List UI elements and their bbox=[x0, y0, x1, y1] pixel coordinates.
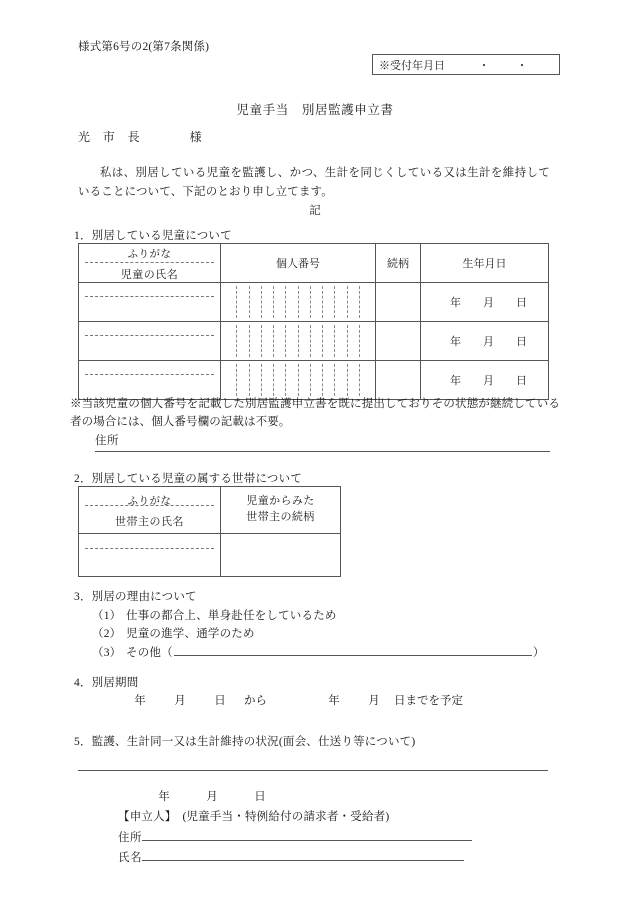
reason-option-3[interactable] bbox=[92, 643, 545, 660]
period-to-month-unit: 月 bbox=[368, 695, 380, 707]
cell-child-name[interactable] bbox=[79, 361, 221, 400]
receipt-date-separators bbox=[465, 57, 559, 73]
form-code: 様式第6号の2(第7条関係) bbox=[78, 41, 210, 53]
cell-birthdate[interactable] bbox=[421, 322, 549, 361]
intro-paragraph: 私は、別居している児童を監護し、かつ、生計を同じくしている又は生計を維持していることについて、下記のとおり申し立てます。 bbox=[78, 167, 550, 198]
birthdate-day-unit: 日 bbox=[516, 297, 527, 309]
children-table bbox=[78, 243, 549, 400]
birthdate-year-unit: 年 bbox=[450, 375, 461, 387]
ki-mark: 記 bbox=[309, 205, 321, 217]
cell-my-number[interactable] bbox=[221, 283, 376, 322]
table-row[interactable] bbox=[79, 534, 341, 577]
my-number-digit-grid bbox=[225, 364, 371, 396]
document-title: 児童手当 別居監護申立書 bbox=[236, 103, 394, 117]
header-cell-householder-name bbox=[79, 487, 221, 534]
child-address-label: 住所 bbox=[95, 435, 119, 447]
receipt-dot-1: ・ bbox=[478, 59, 490, 72]
reason-3-label: その他 bbox=[126, 647, 162, 659]
reason-2-number: （2） bbox=[92, 628, 122, 640]
cell-my-number[interactable] bbox=[221, 322, 376, 361]
reason-option-2[interactable] bbox=[92, 625, 255, 641]
reason-3-open-paren: （ bbox=[161, 647, 173, 659]
applicant-date-day-unit: 日 bbox=[254, 791, 266, 803]
separation-period-line[interactable] bbox=[120, 692, 463, 708]
household-table-body bbox=[79, 534, 341, 577]
reason-1-label: 仕事の都合上、単身赴任をしているため bbox=[126, 610, 337, 622]
child-address-line[interactable] bbox=[95, 432, 550, 452]
reason-3-other-input[interactable] bbox=[174, 643, 532, 656]
birthdate-day-unit: 日 bbox=[516, 375, 527, 387]
table-row[interactable] bbox=[79, 283, 549, 322]
reason-1-number: （1） bbox=[92, 610, 122, 622]
children-table-body bbox=[79, 283, 549, 400]
reason-3-number: （3） bbox=[92, 647, 122, 659]
birthdate-year-unit: 年 bbox=[450, 297, 461, 309]
cell-birthdate[interactable] bbox=[421, 283, 549, 322]
header-cell-birthdate: 生年月日 bbox=[421, 244, 549, 283]
section5-answer-rule[interactable] bbox=[78, 770, 548, 771]
furigana-divider bbox=[85, 374, 214, 375]
addressee: 光 市 長 様 bbox=[78, 130, 203, 144]
applicant-date-line[interactable] bbox=[140, 788, 284, 804]
cell-child-name[interactable] bbox=[79, 322, 221, 361]
furigana-divider bbox=[85, 296, 214, 297]
section4-heading: 4．別居期間 bbox=[74, 677, 139, 689]
applicant-address-input[interactable] bbox=[142, 828, 472, 841]
furigana-label: ふりがな bbox=[127, 496, 172, 508]
header-cell-my-number: 個人番号 bbox=[221, 244, 376, 283]
furigana-divider bbox=[85, 505, 214, 506]
children-table-header-row bbox=[79, 244, 549, 283]
cell-householder-relation[interactable] bbox=[221, 534, 341, 577]
table-row[interactable] bbox=[79, 322, 549, 361]
birthdate-units bbox=[421, 361, 548, 399]
furigana-divider bbox=[85, 262, 214, 263]
period-from-month-unit: 月 bbox=[174, 695, 186, 707]
reason-option-1[interactable] bbox=[92, 607, 337, 623]
applicant-name-label: 氏名 bbox=[118, 852, 142, 864]
birthdate-month-unit: 月 bbox=[483, 375, 494, 387]
household-table-header-row bbox=[79, 487, 341, 534]
applicant-date-year-unit: 年 bbox=[158, 791, 170, 803]
header-cell-child-name bbox=[79, 244, 221, 283]
relation-label-line2: 世帯主の続柄 bbox=[246, 511, 315, 523]
applicant-address-label: 住所 bbox=[118, 832, 142, 844]
period-from-day-unit: 日 bbox=[214, 695, 226, 707]
birthdate-month-unit: 月 bbox=[483, 297, 494, 309]
cell-relation[interactable] bbox=[376, 361, 421, 400]
section5-heading: 5．監護、生計同一又は生計維持の状況(面会、仕送り等について) bbox=[74, 736, 416, 748]
header-cell-relation: 続柄 bbox=[376, 244, 421, 283]
relation-label-line1: 児童からみた bbox=[246, 495, 315, 508]
table-row[interactable] bbox=[79, 361, 549, 400]
household-table bbox=[78, 486, 341, 577]
period-from-word: から bbox=[244, 695, 267, 707]
cell-householder-name[interactable] bbox=[79, 534, 221, 577]
furigana-divider bbox=[85, 548, 214, 549]
cell-relation[interactable] bbox=[376, 283, 421, 322]
receipt-dot-2: ・ bbox=[516, 59, 528, 72]
period-from-year-unit: 年 bbox=[134, 695, 146, 707]
child-name-label: 児童の氏名 bbox=[120, 268, 179, 281]
my-number-note: ※当該児童の個人番号を記載した別居監護申立書を既に提出しておりその状態が継続している者の場合には、個人番号欄の記載は不要。 bbox=[70, 398, 560, 428]
furigana-divider bbox=[85, 335, 214, 336]
birthdate-day-unit: 日 bbox=[516, 336, 527, 348]
applicant-name-field[interactable] bbox=[118, 848, 464, 865]
cell-relation[interactable] bbox=[376, 322, 421, 361]
birthdate-year-unit: 年 bbox=[450, 336, 461, 348]
my-number-digit-grid bbox=[225, 286, 371, 318]
my-number-digit-grid bbox=[225, 325, 371, 357]
cell-birthdate[interactable] bbox=[421, 361, 549, 400]
reason-3-close-paren: ） bbox=[532, 647, 545, 659]
cell-child-name[interactable] bbox=[79, 283, 221, 322]
section1-heading: 1．別居している児童について bbox=[74, 230, 232, 242]
applicant-block-title: 【申立人】 (児童手当・特例給付の請求者・受給者) bbox=[118, 811, 390, 823]
applicant-name-input[interactable] bbox=[142, 848, 464, 861]
reason-2-label: 児童の進学、通学のため bbox=[126, 628, 255, 640]
receipt-date-label: ※受付年月日 bbox=[379, 59, 445, 72]
period-to-year-unit: 年 bbox=[328, 695, 340, 707]
section3-heading: 3．別居の理由について bbox=[74, 591, 197, 603]
householder-name-label: 世帯主の氏名 bbox=[115, 515, 184, 528]
birthdate-month-unit: 月 bbox=[483, 336, 494, 348]
applicant-address-field[interactable] bbox=[118, 828, 472, 845]
applicant-date-month-unit: 月 bbox=[206, 791, 218, 803]
cell-my-number[interactable] bbox=[221, 361, 376, 400]
birthdate-units bbox=[421, 322, 548, 360]
receipt-date-box bbox=[372, 54, 560, 75]
header-cell-householder-relation bbox=[221, 487, 341, 534]
section2-heading: 2．別居している児童の属する世帯について bbox=[74, 473, 303, 485]
birthdate-units bbox=[421, 283, 548, 321]
period-to-tail: 日までを予定 bbox=[394, 695, 463, 707]
furigana-label: ふりがな bbox=[127, 249, 172, 261]
